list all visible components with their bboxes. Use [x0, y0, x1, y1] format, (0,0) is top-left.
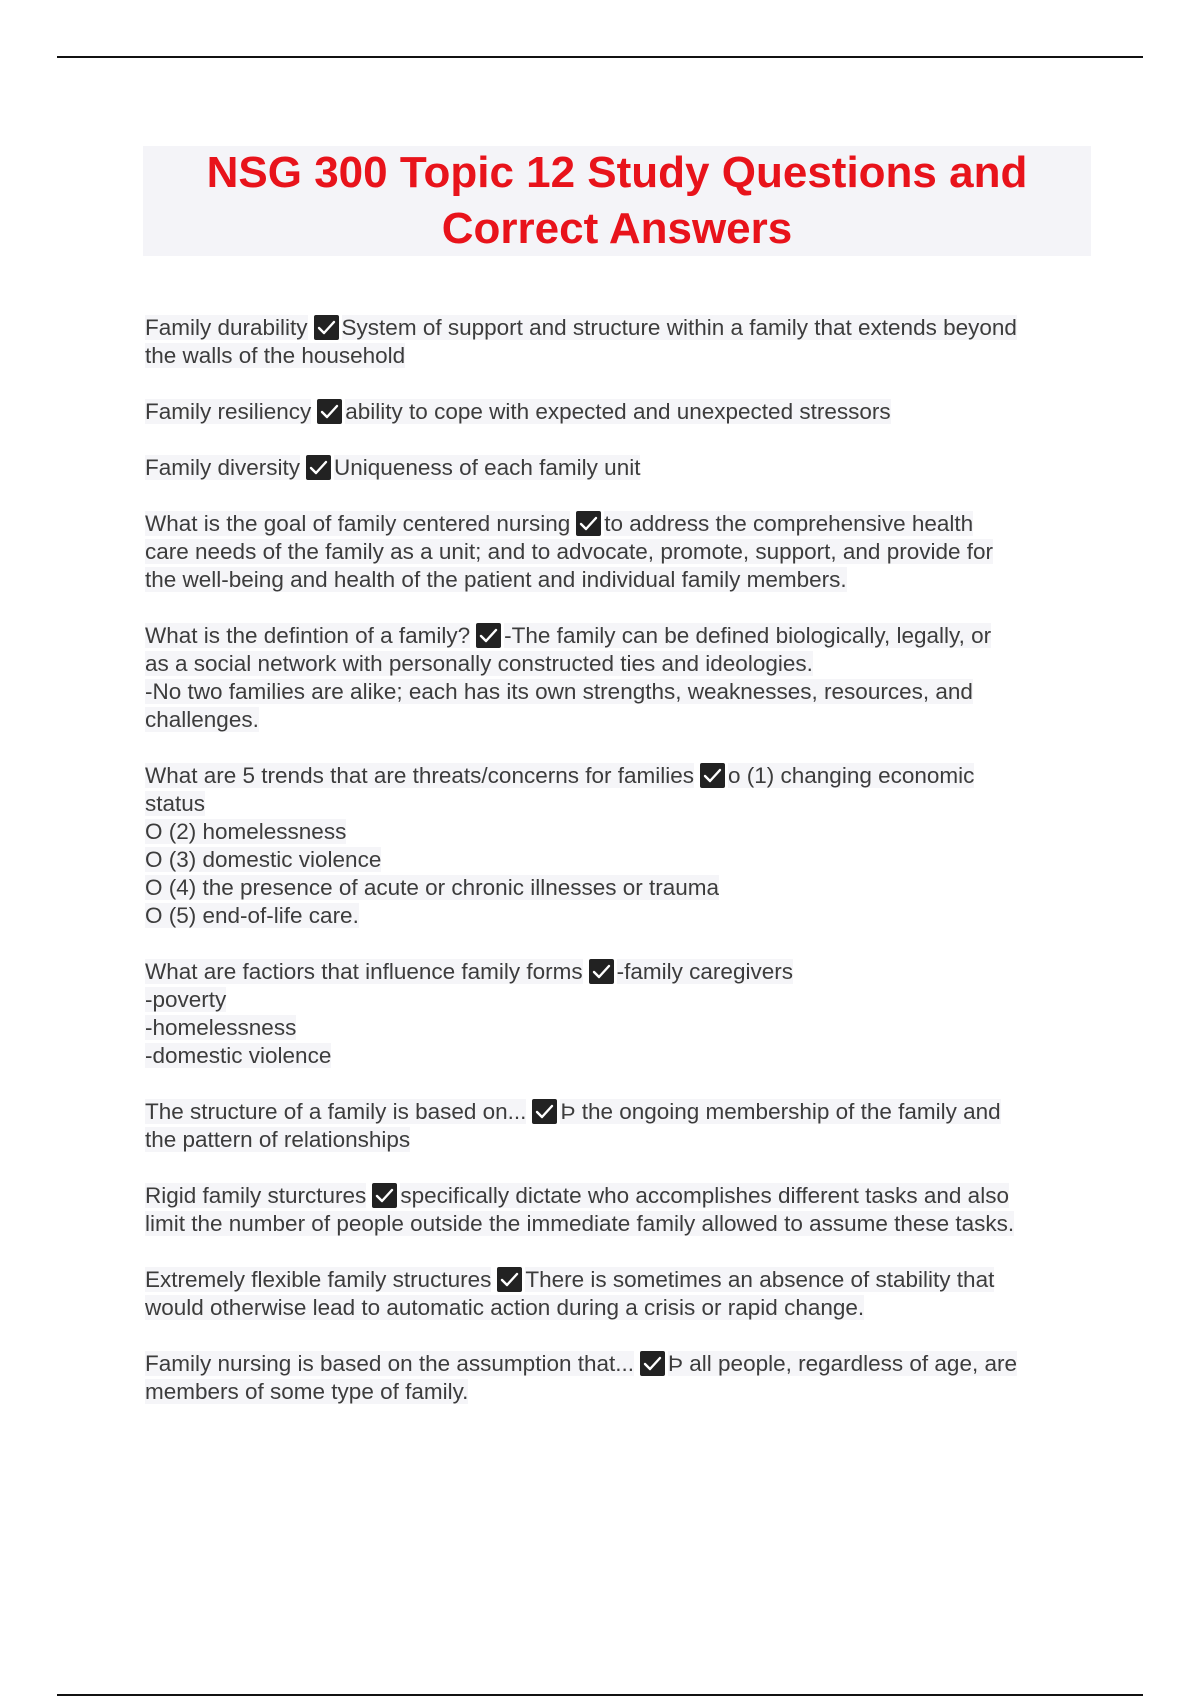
answer-line: [145, 1014, 1095, 1042]
document-title-line-2: Correct Answers: [441, 204, 793, 253]
check-box-icon: [640, 1351, 665, 1376]
qa-first-line: [145, 1266, 1095, 1294]
question-term: Family resiliency: [145, 399, 312, 424]
answer-line: [145, 678, 1095, 706]
answer-line: [145, 650, 1095, 678]
answer-text: ability to cope with expected and unexpected stressors: [345, 399, 891, 424]
answer-line: [145, 846, 1095, 874]
answer-text: care needs of the family as a unit; and to advocate, promote, support, and provide for: [145, 539, 994, 564]
answer-text: as a social network with personally constructed ties and ideologies.: [145, 651, 813, 676]
answer-text: challenges.: [145, 707, 259, 732]
qa-item: [145, 762, 1095, 930]
answer-text: the well-being and health of the patient and individual family members.: [145, 567, 847, 592]
document-title: [207, 145, 1028, 257]
question-term: Rigid family sturctures: [145, 1183, 367, 1208]
check-box-icon: [306, 455, 331, 480]
top-rule: [57, 56, 1143, 58]
answer-line: [145, 790, 1095, 818]
title-banner: [143, 146, 1091, 256]
question-answer-list: [145, 314, 1095, 1434]
answer-line: [145, 818, 1095, 846]
answer-text: the pattern of relationships: [145, 1127, 411, 1152]
answer-text: limit the number of people outside the immediate family allowed to assume these tasks.: [145, 1211, 1015, 1236]
qa-item: [145, 314, 1095, 370]
answer-line: [145, 1126, 1095, 1154]
bottom-rule: [57, 1694, 1143, 1696]
qa-first-line: [145, 454, 1095, 482]
qa-item: [145, 958, 1095, 1070]
question-term: What is the defintion of a family?: [145, 623, 471, 648]
answer-text: There is sometimes an absence of stability that: [525, 1267, 995, 1292]
answer-text: the walls of the household: [145, 343, 406, 368]
answer-text: O (3) domestic violence: [145, 847, 382, 872]
answer-text: O (4) the presence of acute or chronic illnesses or trauma: [145, 875, 720, 900]
question-term: Family diversity: [145, 455, 301, 480]
answer-line: [145, 902, 1095, 930]
answer-text: Þ all people, regardless of age, are: [668, 1351, 1017, 1376]
check-box-icon: [700, 763, 725, 788]
qa-first-line: [145, 1098, 1095, 1126]
answer-line: [145, 538, 1095, 566]
answer-text: status: [145, 791, 206, 816]
answer-text: to address the comprehensive health: [604, 511, 974, 536]
question-term: Extremely flexible family structures: [145, 1267, 492, 1292]
check-box-icon: [314, 315, 339, 340]
check-box-icon: [589, 959, 614, 984]
answer-text: O (2) homelessness: [145, 819, 347, 844]
qa-first-line: [145, 1350, 1095, 1378]
check-box-icon: [372, 1183, 397, 1208]
question-term: Family durability: [145, 315, 308, 340]
answer-line: [145, 1294, 1095, 1322]
answer-text: Uniqueness of each family unit: [334, 455, 641, 480]
question-term: The structure of a family is based on...: [145, 1099, 527, 1124]
question-term: What are 5 trends that are threats/concerns for families: [145, 763, 694, 788]
answer-line: [145, 566, 1095, 594]
answer-text: members of some type of family.: [145, 1379, 469, 1404]
answer-line: [145, 1378, 1095, 1406]
qa-item: [145, 454, 1095, 482]
answer-text: Þ the ongoing membership of the family and: [560, 1099, 1001, 1124]
question-term: What are factiors that influence family forms: [145, 959, 583, 984]
qa-item: [145, 1350, 1095, 1406]
answer-line: [145, 342, 1095, 370]
qa-first-line: [145, 510, 1095, 538]
check-box-icon: [476, 623, 501, 648]
qa-item: [145, 510, 1095, 594]
answer-line: [145, 1210, 1095, 1238]
answer-text: o (1) changing economic: [728, 763, 975, 788]
answer-line: [145, 706, 1095, 734]
qa-first-line: [145, 1182, 1095, 1210]
check-box-icon: [532, 1099, 557, 1124]
qa-first-line: [145, 958, 1095, 986]
answer-text: System of support and structure within a family that extends beyond: [341, 315, 1017, 340]
qa-first-line: [145, 398, 1095, 426]
question-term: Family nursing is based on the assumption that...: [145, 1351, 635, 1376]
check-box-icon: [576, 511, 601, 536]
answer-text: specifically dictate who accomplishes different tasks and also: [400, 1183, 1009, 1208]
check-box-icon: [317, 399, 342, 424]
qa-item: [145, 1098, 1095, 1154]
qa-first-line: [145, 762, 1095, 790]
answer-line: [145, 986, 1095, 1014]
answer-text: O (5) end-of-life care.: [145, 903, 359, 928]
qa-first-line: [145, 622, 1095, 650]
answer-text: -poverty: [145, 987, 227, 1012]
answer-text: -homelessness: [145, 1015, 297, 1040]
qa-item: [145, 398, 1095, 426]
answer-text: -domestic violence: [145, 1043, 332, 1068]
answer-line: [145, 874, 1095, 902]
answer-text: -No two families are alike; each has its own strengths, weaknesses, resources, and: [145, 679, 973, 704]
qa-item: [145, 622, 1095, 734]
answer-line: [145, 1042, 1095, 1070]
answer-text: -The family can be defined biologically, legally, or: [504, 623, 992, 648]
question-term: What is the goal of family centered nursing: [145, 511, 571, 536]
qa-item: [145, 1266, 1095, 1322]
check-box-icon: [497, 1267, 522, 1292]
document-title-line-1: NSG 300 Topic 12 Study Questions and: [206, 148, 1028, 197]
qa-item: [145, 1182, 1095, 1238]
answer-text: -family caregivers: [616, 959, 793, 984]
qa-first-line: [145, 314, 1095, 342]
answer-text: would otherwise lead to automatic action during a crisis or rapid change.: [145, 1295, 865, 1320]
